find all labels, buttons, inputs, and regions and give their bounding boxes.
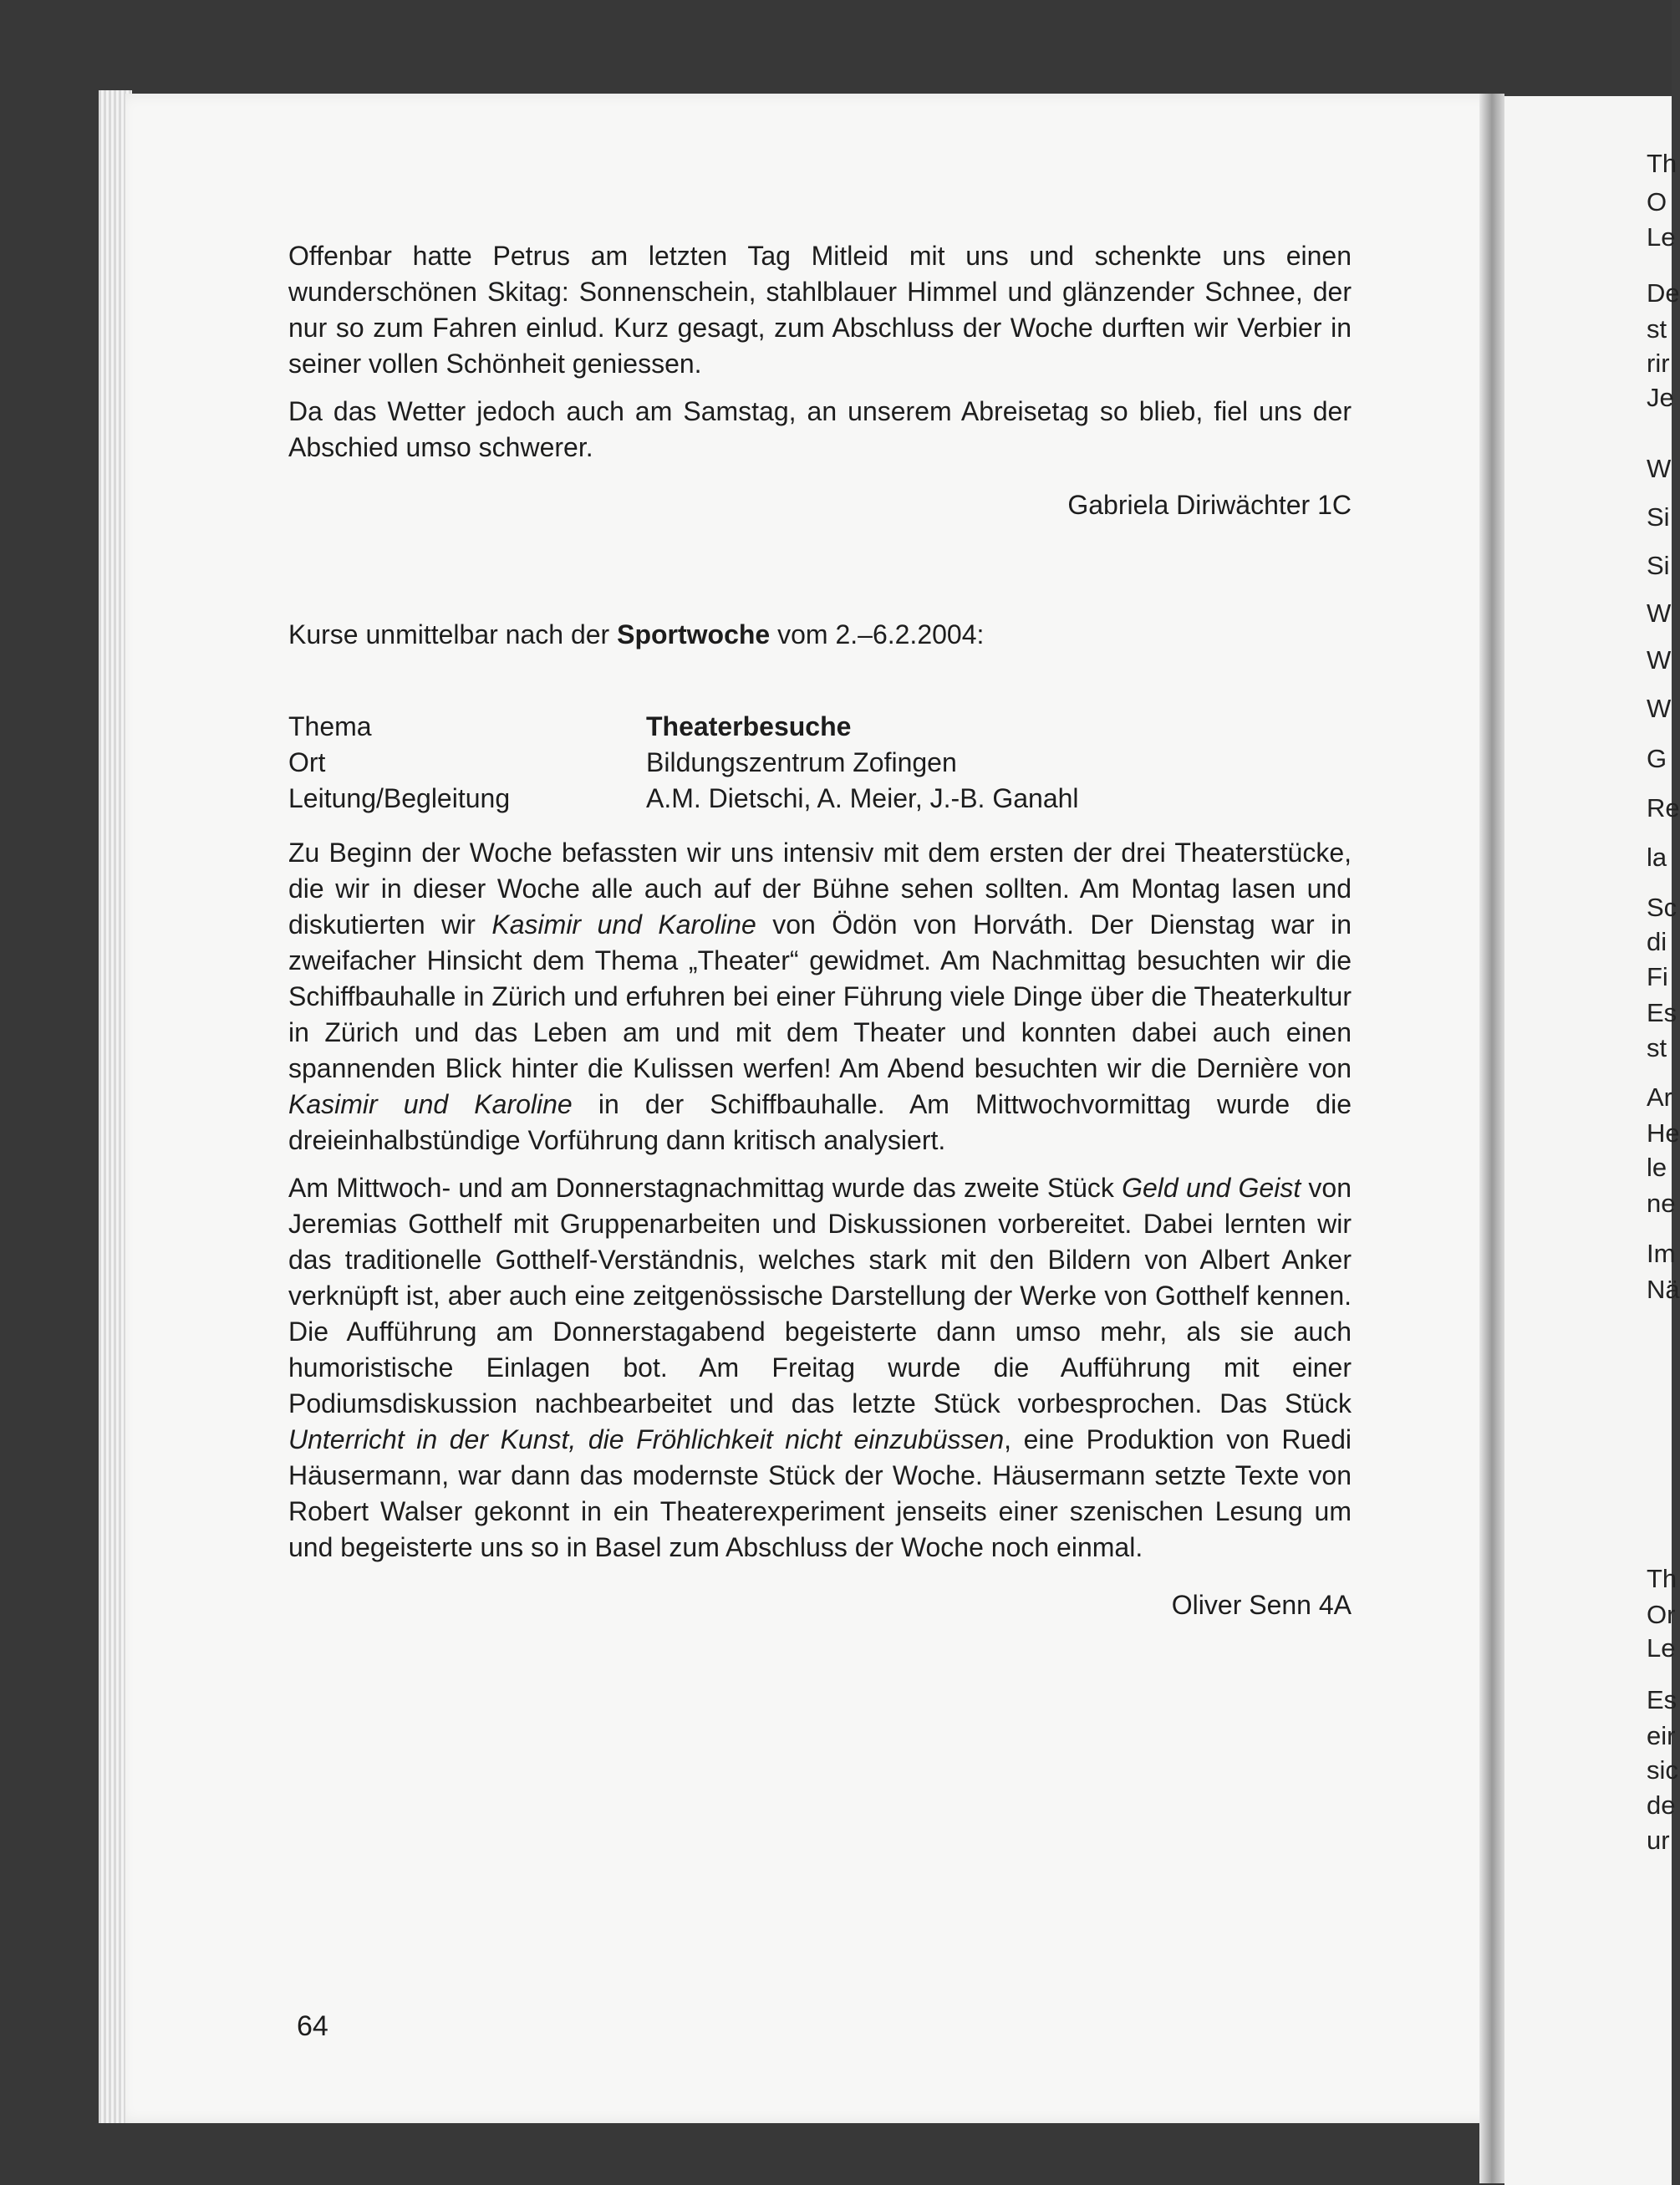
p2-title-geld-und-geist: Geld und Geist [1122,1173,1301,1203]
next-page-fragment: Le [1647,222,1676,252]
next-page-fragment: Or [1647,1600,1676,1629]
p1-text-a: Zu Beginn der Woche befassten wir uns intensiv mit dem ersten der drei Theaterstücke, die wir in dieser Woche alle auch auf der Bühne sehen sollten. Am Montag lasen und diskutierten wir [288,838,1352,940]
courses-heading-post: vom 2.–6.2.2004: [770,619,985,649]
p2-text-a: Am Mittwoch- und am Donnerstagnachmittag wurde das zweite Stück [288,1173,1123,1203]
author-signature-1: Gabriela Diriwächter 1C [1067,490,1352,520]
next-page-fragment: le [1647,1153,1667,1182]
next-page-fragment: Es [1647,998,1677,1027]
info-label-ort: Ort [288,747,326,777]
next-page-fragment: Je [1647,383,1674,412]
next-page-fragment: la [1647,843,1667,872]
intro-paragraph-1: Offenbar hatte Petrus am letzten Tag Mitleid mit uns und schenkte uns einen wunderschönen Skitag: Sonnenschein, stahlblauer Himmel und glänzender Schnee, der nur so zum Fahren einlud. Kurz gesagt, zum Abschluss der Woche durften wir Verbier in seiner vollen Schönheit geniessen. [288,241,1352,379]
next-page-fragment: Le [1647,1633,1676,1663]
next-page-fragment: Im [1647,1239,1676,1268]
p2-text-e: , eine Produktion von Ruedi Häusermann, war dann das modernste Stück der Woche. Häusermann setzte Texte von Robert Walser gekonnt in ein Theaterexperiment jenseits einer szenischen Lesung um und begeisterte uns so in Basel zum Abschluss der Woche noch einmal. [288,1424,1352,1562]
info-value-thema: Theaterbesuche [646,711,852,741]
next-page-fragment: W [1647,598,1672,628]
courses-heading-bold: Sportwoche [617,619,771,649]
next-page-fragment: di [1647,927,1667,956]
next-page-fragment: Ar [1647,1082,1672,1112]
next-page-fragment: Si [1647,551,1670,580]
next-page-fragment: Nä [1647,1275,1680,1304]
next-page-fragment: Th [1647,149,1677,178]
next-page-fragment: Sc [1647,893,1677,922]
next-page-fragment: W [1647,694,1672,723]
page-number: 64 [297,2010,328,2042]
next-page-fragment: Es [1647,1685,1677,1714]
course-info-table [288,709,1352,817]
info-label-leitung: Leitung/Begleitung [288,783,511,813]
p1-text-c: von Ödön von Horváth. Der Dienstag war in zweifacher Hinsicht dem Thema „Theater“ gewidmet. Am Nachmittag besuchten wir die Schiffbauhalle in Zürich und erfuhren bei einer Führung viele Dinge über die Theaterkultur in Zürich und das Leben am und mit dem Theater und konnten dabei auch einen spannenden Blick hinter die Kulissen werfen! Am Abend besuchten wir die Dernière von [288,909,1352,1083]
next-page-fragment: G [1647,744,1667,773]
book-gutter [1479,94,1504,2183]
p2-text-c: von Jeremias Gotthelf mit Gruppenarbeiten und Diskussionen vorbereitet. Dabei lernten wir das traditionelle Gotthelf-Verständnis, welches stark mit den Bildern von Albert Anker verknüpft ist, aber auch eine zeitgenössische Darstellung der Werke von Gotthelf kennen. Die Aufführung am Donnerstagabend begeisterte dann umso mehr, als sie auch humoristische Einlagen bot. Am Freitag wurde die Aufführung mit einer Podiumsdiskussion nachbearbeitet und das letzte Stück vorbesprochen. Das Stück [288,1173,1352,1418]
next-page-fragment: eir [1647,1721,1676,1750]
next-page-fragment: rir [1647,349,1670,378]
next-page-fragment: sic [1647,1755,1678,1785]
next-page-fragment: He [1647,1118,1680,1148]
author-signature-2: Oliver Senn 4A [1171,1590,1352,1620]
p1-title-kasimir: Kasimir und Karoline [491,909,756,940]
next-page-fragment: W [1647,645,1672,675]
report-paragraph-1 [288,835,1352,1159]
info-value-ort: Bildungszentrum Zofingen [646,747,957,777]
next-page-fragment: De [1647,278,1680,308]
info-value-leitung: A.M. Dietschi, A. Meier, J.-B. Ganahl [646,783,1079,813]
p1-text-e: in der Schiffbauhalle. Am Mittwochvormittag wurde die dreieinhalbstündige Vorführung dann kritisch analysiert. [288,1089,1352,1155]
next-page-fragment: Si [1647,502,1670,532]
next-page-fragment: W [1647,454,1672,483]
next-page-fragment: Fi [1647,962,1668,991]
next-page-fragment: ne [1647,1189,1676,1218]
next-page [1504,96,1680,2185]
next-page-fragment: ur [1647,1826,1670,1855]
p1-title-kasimir-2: Kasimir und Karoline [288,1089,573,1119]
courses-heading-pre: Kurse unmittelbar nach der [288,619,618,649]
next-page-fragment: st [1647,314,1667,344]
next-page-fragment: Th [1647,1564,1677,1593]
next-page-fragment: de [1647,1790,1676,1820]
next-page-fragment: st [1647,1033,1667,1062]
page-text [288,238,1352,1623]
p2-title-unterricht: Unterricht in der Kunst, die Fröhlichkeit nicht einzubüssen [288,1424,1005,1454]
next-page-fragment: Re [1647,793,1680,823]
intro-paragraph-2: Da das Wetter jedoch auch am Samstag, an unserem Abreisetag so blieb, fiel uns der Abschied umso schwerer. [288,396,1352,462]
report-paragraph-2 [288,1170,1352,1566]
next-page-fragment: O [1647,187,1667,216]
courses-heading [288,617,1352,653]
info-label-thema: Thema [288,711,372,741]
